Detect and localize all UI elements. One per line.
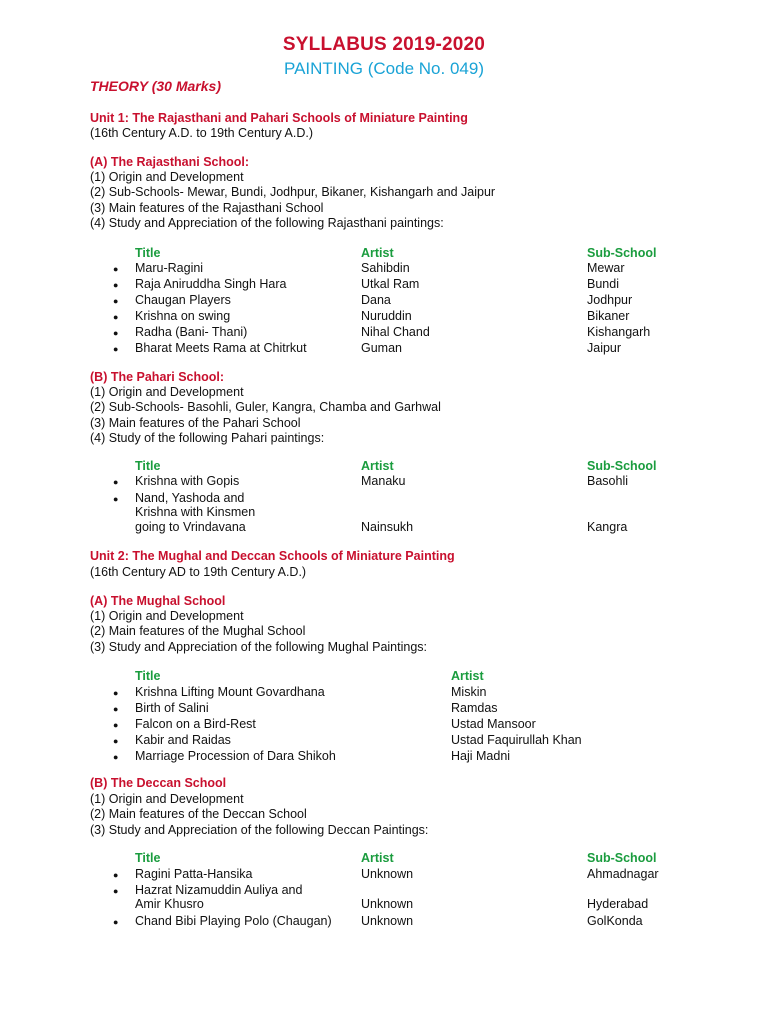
list-item: (4) Study of the following Pahari paintings: [90,430,325,445]
list-item: (1) Origin and Development [90,792,244,806]
list-item: (1) Origin and Development [90,170,244,184]
unit2-heading: Unit 2: The Mughal and Deccan Schools of Miniature Painting [90,549,455,563]
bullet-icon: ● [113,344,119,354]
table-cell-title: Chand Bibi Playing Polo (Chaugan) [135,914,332,928]
deccan-school-points [90,792,428,838]
column-header-title: Title [135,246,161,260]
table-cell-artist: Ustad Faquirullah Khan [451,733,582,747]
list-item: (3) Main features of the Pahari School [90,415,301,430]
table-cell-artist: Guman [361,341,402,355]
bullet-icon: ● [113,296,119,306]
bullet-icon: ● [113,917,119,927]
table-cell-subschool: Basohli [587,474,628,488]
column-header-artist: Artist [361,459,394,473]
column-header-title: Title [135,851,161,865]
table-cell-artist: Sahibdin [361,261,410,275]
pahari-school-heading: (B) The Pahari School: [90,370,225,384]
list-item: (3) Main features of the Rajasthani School [90,200,324,215]
deccan-school-heading: (B) The Deccan School [90,776,227,790]
table-cell-artist: Haji Madni [451,749,511,763]
table-cell-subschool: GolKonda [587,914,643,928]
table-cell-subschool: Bikaner [587,309,630,323]
table-cell-title-line: Hazrat Nizamuddin Auliya and [135,883,303,897]
table-cell-title: Krishna on swing [135,309,231,323]
bullet-icon: ● [113,688,119,698]
table-cell-subschool: Jaipur [587,341,622,355]
table-cell-artist: Utkal Ram [361,277,420,291]
list-item: (2) Sub-Schools- Basohli, Guler, Kangra, Chamba and Garhwal [90,400,441,415]
table-cell-title: Radha (Bani- Thani) [135,325,248,339]
list-item: (2) Main features of the Mughal School [90,624,306,639]
table-cell-title: Kabir and Raidas [135,733,231,747]
unit2-period: (16th Century AD to 19th Century A.D.) [90,565,307,579]
mughal-school-heading: (A) The Mughal School [90,594,226,608]
table-cell-title: Falcon on a Bird-Rest [135,717,256,731]
table-cell-title: Krishna with Gopis [135,474,240,488]
column-header-subschool: Sub-School [587,246,657,260]
bullet-icon: ● [113,312,119,322]
table-cell-artist: Nuruddin [361,309,412,323]
pahari-school-points [90,385,441,446]
bullet-icon: ● [113,264,119,274]
table-cell-title-line: Nand, Yashoda and [135,491,245,505]
table-cell-title: Chaugan Players [135,293,231,307]
bullet-icon: ● [113,720,119,730]
table-cell-artist: Nihal Chand [361,325,430,339]
column-header-artist: Artist [451,669,484,683]
table-cell-artist: Miskin [451,685,487,699]
page-title: SYLLABUS 2019-2020 [282,34,486,55]
table-cell-artist: Nainsukh [361,520,414,534]
table-cell-artist: Unknown [361,897,414,911]
table-cell-artist: Dana [361,293,391,307]
list-item: (2) Main features of the Deccan School [90,807,307,822]
bullet-icon: ● [113,736,119,746]
list-item: (3) Study and Appreciation of the following Mughal Paintings: [90,639,428,654]
column-header-artist: Artist [361,851,394,865]
list-item: (2) Sub-Schools- Mewar, Bundi, Jodhpur, Bikaner, Kishangarh and Jaipur [90,185,496,200]
table-cell-title: Marriage Procession of Dara Shikoh [135,749,336,763]
column-header-artist: Artist [361,246,394,260]
column-header-title: Title [135,459,161,473]
theory-heading: THEORY (30 Marks) [90,78,221,94]
bullet-icon: ● [113,328,119,338]
table-cell-title: Maru-Ragini [135,261,204,275]
bullet-icon: ● [113,280,119,290]
column-header-subschool: Sub-School [587,459,657,473]
table-cell-title: Bharat Meets Rama at Chitrkut [135,341,307,355]
bullet-icon: ● [113,477,119,487]
table-cell-subschool: Kishangarh [587,325,651,339]
table-cell-subschool: Jodhpur [587,293,633,307]
unit1-period: (16th Century A.D. to 19th Century A.D.) [90,126,314,140]
table-cell-artist: Ustad Mansoor [451,717,536,731]
table-cell-subschool: Kangra [587,520,628,534]
table-cell-title: Ragini Patta-Hansika [135,867,253,881]
list-item: (4) Study and Appreciation of the following Rajasthani paintings: [90,215,444,230]
table-cell-subschool: Ahmadnagar [587,867,659,881]
bullet-icon: ● [113,704,119,714]
list-item: (3) Study and Appreciation of the following Deccan Paintings: [90,822,429,837]
table-cell-artist: Unknown [361,914,414,928]
table-cell-artist: Unknown [361,867,414,881]
table-cell-subschool: Mewar [587,261,625,275]
unit1-heading: Unit 1: The Rajasthani and Pahari Schools of Miniature Painting [90,111,468,125]
table-cell-title-line: Krishna with Kinsmen [135,505,256,519]
list-item: (1) Origin and Development [90,385,244,399]
list-item: (1) Origin and Development [90,609,244,623]
table-cell-artist: Ramdas [451,701,498,715]
column-header-title: Title [135,669,161,683]
bullet-icon: ● [113,494,119,504]
mughal-school-points [90,609,427,655]
table-cell-title: Raja Aniruddha Singh Hara [135,277,287,291]
bullet-icon: ● [113,870,119,880]
rajasthani-school-points [90,170,495,231]
table-cell-subschool: Bundi [587,277,619,291]
table-cell-title: Krishna Lifting Mount Govardhana [135,685,325,699]
page-subtitle: PAINTING (Code No. 049) [284,59,484,78]
column-header-subschool: Sub-School [587,851,657,865]
table-cell-title: Birth of Salini [135,701,209,715]
bullet-icon: ● [113,752,119,762]
table-cell-subschool: Hyderabad [587,897,649,911]
table-cell-title-line: Amir Khusro [135,897,204,911]
rajasthani-school-heading: (A) The Rajasthani School: [90,155,250,169]
bullet-icon: ● [113,886,119,896]
table-cell-title-line: going to Vrindavana [135,520,246,534]
table-cell-artist: Manaku [361,474,406,488]
